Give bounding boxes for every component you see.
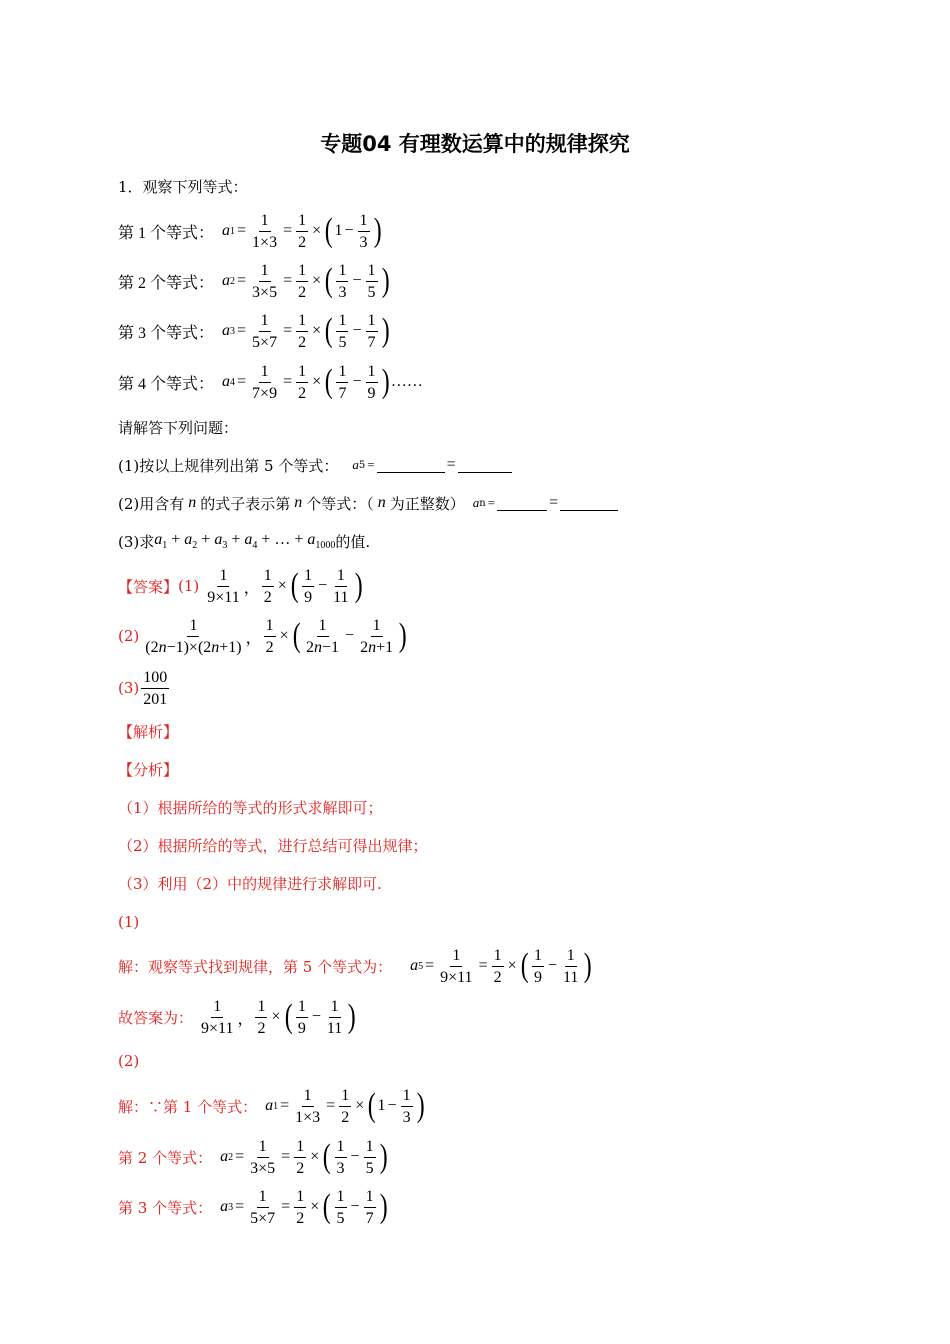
question-1-text: (1)按以上规律列出第 5 个等式： — [118, 456, 339, 475]
equation-1: 第 1 个等式： a 1 = $\frac{1}{1\times 3}$ = $\frac{1}{2}$ × ( 1 − $\frac{1}{3}$ ) — [118, 211, 382, 251]
answer-3-label: (3) — [118, 679, 140, 697]
answer-2-label: (2) — [118, 627, 140, 645]
equation-4: 第 4 个等式： a 4 = $\frac{1}{7\times 9}$ = $\frac{1}{2}$ × ( $\frac{1}{7}$ − $\frac{1}{9}$ ) …… — [118, 362, 423, 402]
answer-1: 【答案】 (1) $\frac{1}{9\times 11}$ ， $\frac{1}{2}$ × ( $\frac{1}{9}$ − $\frac{1}{11}$ ) — [118, 566, 363, 606]
equation-1-label: 第 1 个等式： — [118, 224, 215, 242]
page-title: 专题04 有理数运算中的规律探究 — [320, 132, 630, 156]
equation-4-label: 第 4 个等式： — [118, 375, 215, 393]
solution-line-2: 故答案为： $\frac{1}{9\times 11}$ ， $\frac{1}{2}$ × ( $\frac{1}{9}$ − $\frac{1}{11}$ ) — [118, 997, 356, 1037]
fenxi-text: 【分析】 — [118, 760, 179, 779]
solution-line-1: 解：观察等式找到规律，第 5 个等式为： a 5 = $\frac{1}{9\times 11}$ = $\frac{1}{2}$ × ( $\frac{1}{9}$ − $\frac{1}{11}$ ) — [118, 946, 593, 986]
comma: ， — [237, 1010, 254, 1028]
variable-n: n — [377, 494, 386, 511]
question-2: (2)用含有 n 的式子表示第 n 个等式：（ n 为正整数） a n = = — [118, 479, 618, 527]
question-2-text-d: 为正整数） — [389, 494, 465, 513]
solution-line-2-text: 故答案为： — [118, 1008, 194, 1027]
answer-blank — [377, 458, 445, 473]
comma: ， — [245, 629, 262, 647]
analysis-step-3-text: （3）利用（2）中的规律进行求解即可. — [118, 874, 382, 893]
question-2-text-a: (2)用含有 — [118, 494, 185, 513]
variable-n: n — [294, 494, 303, 511]
solution-line-4: 第 2 个等式： a 2 = $\frac{1}{3\times 5}$ = $\frac{1}{2}$ × ( $\frac{1}{3}$ − $\frac{1}{5}$ ) — [118, 1137, 388, 1177]
jiexi-text: 【解析】 — [118, 722, 179, 741]
equation-2: 第 2 个等式： a 2 = $\frac{1}{3\times 5}$ = $\frac{1}{2}$ × ( $\frac{1}{3}$ − $\frac{1}{5}$ ) — [118, 261, 390, 301]
answer-blank — [560, 496, 618, 511]
analysis-step-1-text: （1）根据所给的等式的形式求解即可； — [118, 798, 383, 817]
answer-1-label: (1) — [178, 577, 200, 595]
comma: ， — [243, 579, 260, 597]
question-3-text-a: (3)求 — [118, 532, 155, 551]
question-2-text-c: 个等式：（ — [306, 494, 374, 513]
solution-line-3: 解：∵第 1 个等式： a 1 = $\frac{1}{1\times 3}$ = $\frac{1}{2}$ × ( 1 − $\frac{1}{3}$ ) — [118, 1086, 425, 1126]
problem-intro-text: 1．观察下列等式： — [118, 177, 248, 196]
answer-3-numerator: 100 — [141, 668, 169, 689]
question-2-text-b: 的式子表示第 — [200, 494, 291, 513]
solution-line-5: 第 3 个等式： a 3 = $\frac{1}{5\times 7}$ = $\frac{1}{2}$ × ( $\frac{1}{5}$ − $\frac{1}{7}$ ) — [118, 1187, 388, 1227]
problem-intro — [118, 162, 248, 210]
answer-tag: 【答案】 — [118, 577, 179, 596]
solution-heading-1-text: (1) — [118, 913, 140, 931]
ellipsis: …… — [390, 373, 423, 390]
answer-3 — [118, 664, 171, 712]
answer-3-denominator: 201 — [143, 690, 168, 708]
question-1: (1)按以上规律列出第 5 个等式： a 5 = = — [118, 441, 512, 489]
equation-3-label: 第 3 个等式： — [118, 324, 215, 342]
question-3-text-b: 的值. — [335, 532, 371, 551]
problem-ask-text: 请解答下列问题： — [118, 418, 239, 437]
analysis-step-3 — [118, 859, 382, 907]
solution-line-5-text: 第 3 个等式： — [118, 1198, 213, 1217]
solution-line-3-text: 解：∵第 1 个等式： — [118, 1097, 258, 1116]
variable-n: n — [188, 494, 197, 511]
solution-heading-1 — [118, 898, 139, 946]
analysis-step-2-text: （2）根据所给的等式，进行总结可得出规律； — [118, 836, 428, 855]
solution-line-4-text: 第 2 个等式： — [118, 1148, 213, 1167]
equation-2-label: 第 2 个等式： — [118, 274, 215, 292]
solution-heading-2 — [118, 1037, 139, 1085]
solution-line-1-text: 解：观察等式找到规律，第 5 个等式为： — [118, 957, 393, 976]
answer-blank — [497, 496, 547, 511]
question-3: (3)求 $a_1 + a_2 + a_3 + a_4$ + … + $a_{1000}$ 的值. — [118, 531, 371, 551]
answer-blank — [458, 458, 512, 473]
solution-heading-2-text: (2) — [118, 1052, 140, 1070]
equation-3: 第 3 个等式： a 3 = $\frac{1}{5\times 7}$ = $\frac{1}{2}$ × ( $\frac{1}{5}$ − $\frac{1}{7}$ ) — [118, 311, 390, 351]
answer-2: (2) $\frac{1}{(2n-1)\times(2n+1)}$ ， $\frac{1}{2}$ × ( $\frac{1}{2n-1}$ − $\frac{1}{2n+1}$ ) — [118, 616, 407, 656]
